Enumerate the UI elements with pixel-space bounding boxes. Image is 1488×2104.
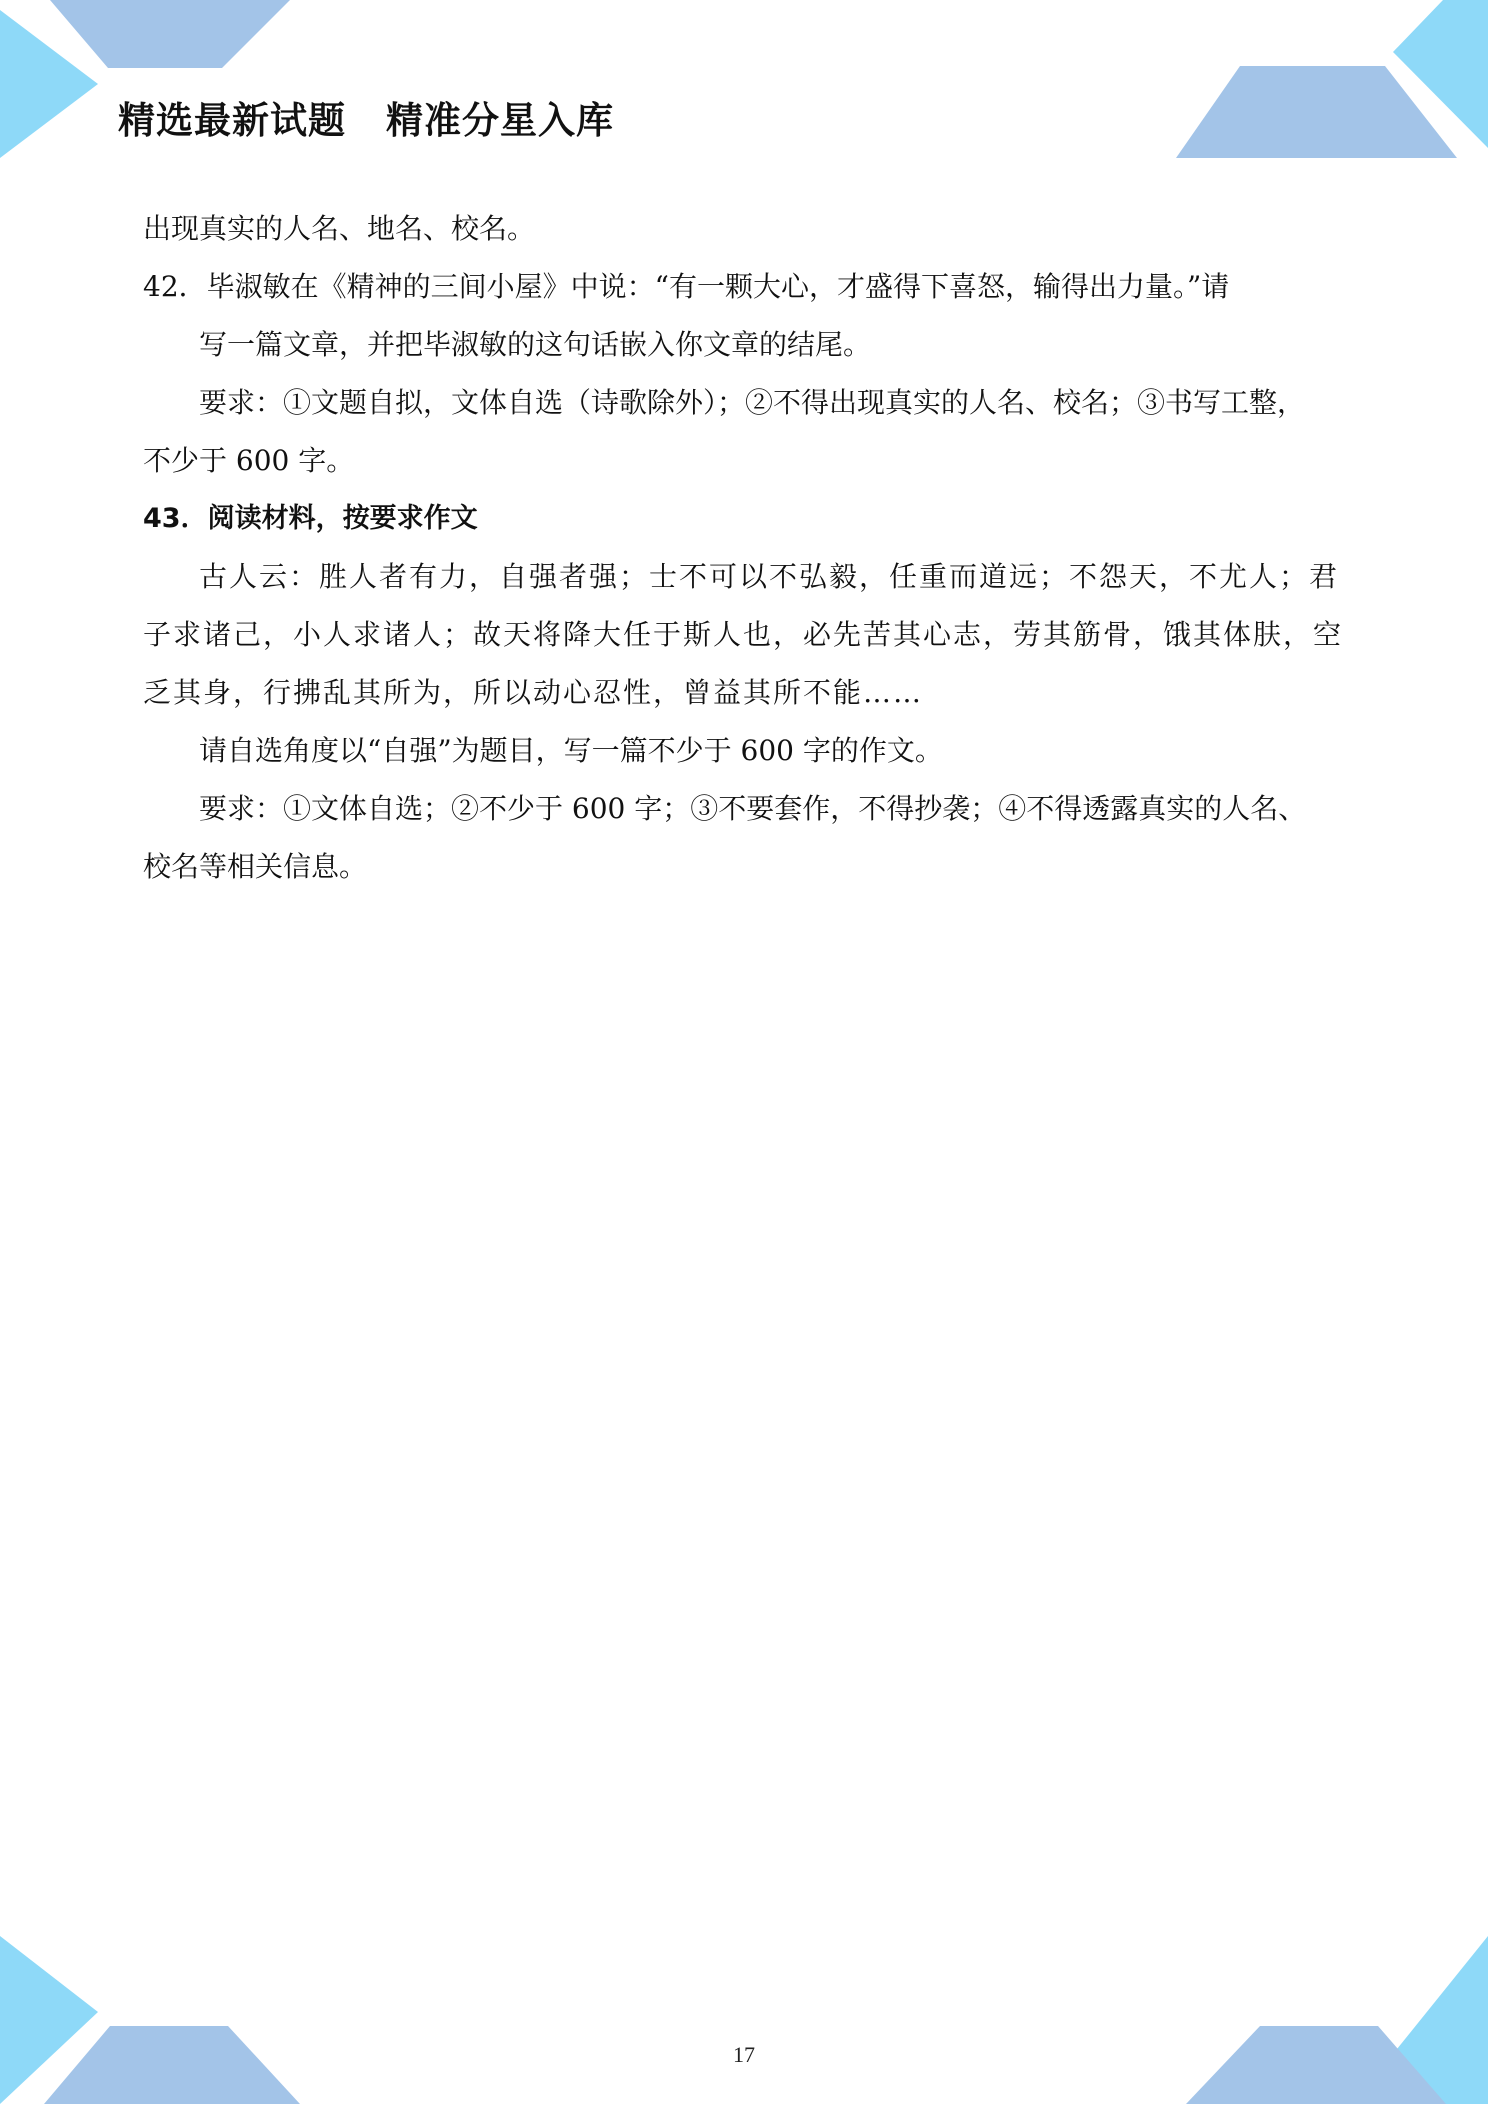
question-42-requirements-line-2: 不少于 600 字。 [143,444,355,477]
top-left-trapezoid [50,0,290,68]
question-43-requirements-line-1: 要求：①文体自选；②不少于 600 字；③不要套作，不得抄袭；④不得透露真实的人名、 [199,792,1307,825]
header-title [118,90,614,144]
question-42-requirements-line-1: 要求：①文题自拟，文体自选（诗歌除外）；②不得出现真实的人名、校名；③书写工整， [199,386,1306,419]
top-right-trapezoid [1176,66,1457,158]
question-43-quote-line-2: 子求诸己，小人求诸人；故天将降大任于斯人也，必先苦其心志，劳其筋骨，饿其体肤，空 [143,618,1344,651]
header-title-part-2: 精准分星入库 [386,99,614,142]
document-body [143,200,1348,896]
question-42-line-2: 写一篇文章，并把毕淑敏的这句话嵌入你文章的结尾。 [199,328,872,361]
question-43-quote-line-1: 古人云：胜人者有力，自强者强；士不可以不弘毅，任重而道远；不怨天，不尤人；君 [199,560,1340,593]
question-43-quote-line-3: 乏其身，行拂乱其所为，所以动心忍性，曾益其所不能…… [143,676,924,709]
continued-line: 出现真实的人名、地名、校名。 [143,212,536,245]
question-42-line-1: 42．毕淑敏在《精神的三间小屋》中说：“有一颗大心，才盛得下喜怒，输得出力量。”请 [143,270,1230,303]
header-title-part-1: 精选最新试题 [118,99,346,142]
page-number: 17 [733,2042,755,2067]
question-43-prompt: 请自选角度以“自强”为题目，写一篇不少于 600 字的作文。 [199,734,943,767]
question-43-requirements-line-2: 校名等相关信息。 [143,850,368,883]
question-43-heading: 43．阅读材料，按要求作文 [143,503,478,534]
